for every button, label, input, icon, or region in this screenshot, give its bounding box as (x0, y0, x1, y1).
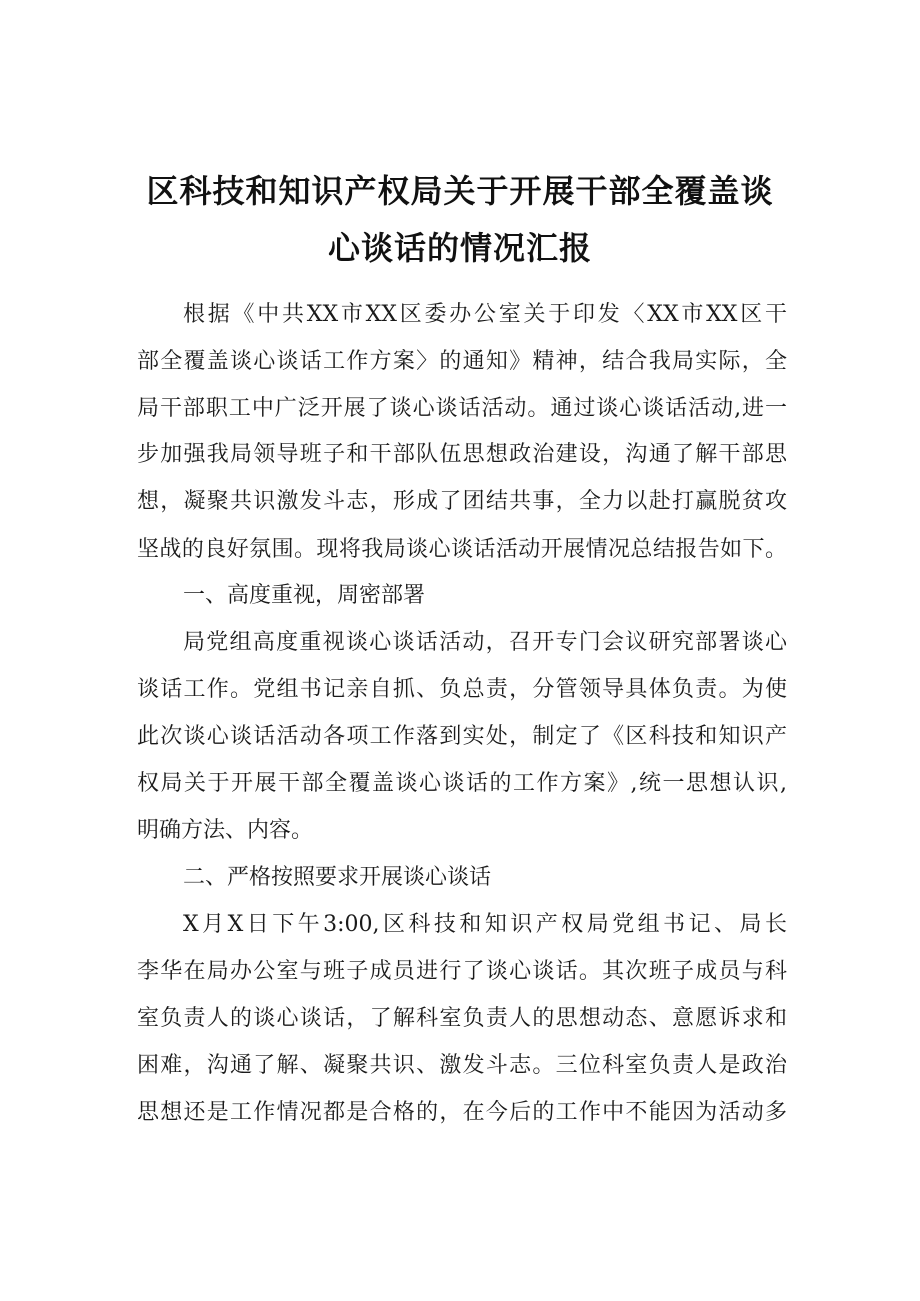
paragraph-line: 思想还是工作情况都是合格的，在今后的工作中不能因为活动多 (137, 1100, 787, 1125)
paragraph-line: 想，凝聚共识激发斗志，形成了团结共事，全力以赴打赢脱贫攻 (137, 489, 787, 514)
section-heading-2: 二、严格按照要求开展谈心谈话 (183, 865, 492, 890)
paragraph-line: 室负责人的谈心谈话，了解科室负责人的思想动态、意愿诉求和 (137, 1006, 787, 1031)
paragraph-line: 李华在局办公室与班子成员进行了谈心谈话。其次班子成员与科 (137, 959, 787, 984)
paragraph-line: 明确方法、内容。 (137, 818, 314, 843)
paragraph-line: 坚战的良好氛围。现将我局谈心谈话活动开展情况总结报告如下。 (137, 537, 787, 562)
paragraph-line: X月X日下午3:00,区科技和知识产权局党组书记、局长 (183, 912, 787, 937)
paragraph-line: 权局关于开展干部全覆盖谈心谈话的工作方案》,统一思想认识, (137, 771, 787, 796)
paragraph-line: 困难，沟通了解、凝聚共识、激发斗志。三位科室负责人是政治 (137, 1053, 787, 1078)
paragraph-line: 此次谈心谈话活动各项工作落到实处，制定了《区科技和知识产 (137, 724, 787, 749)
paragraph-line: 根据《中共XX市XX区委办公室关于印发〈XX市XX区干 (183, 302, 787, 327)
section-heading-1: 一、高度重视，周密部署 (183, 583, 426, 608)
paragraph-line: 局干部职工中广泛开展了谈心谈话活动。通过谈心谈话活动,进一 (137, 396, 787, 421)
paragraph-line: 部全覆盖谈心谈话工作方案〉的通知》精神，结合我局实际，全 (137, 349, 787, 374)
paragraph-line: 局党组高度重视谈心谈话活动，召开专门会议研究部署谈心 (183, 630, 787, 655)
document-title-line-1: 区科技和知识产权局关于开展干部全覆盖谈 (146, 172, 774, 210)
document-title-line-2: 心谈话的情况汇报 (327, 229, 592, 267)
paragraph-line: 步加强我局领导班子和干部队伍思想政治建设，沟通了解干部思 (137, 442, 787, 467)
paragraph-line: 谈话工作。党组书记亲自抓、负总责，分管领导具体负责。为使 (137, 677, 787, 702)
